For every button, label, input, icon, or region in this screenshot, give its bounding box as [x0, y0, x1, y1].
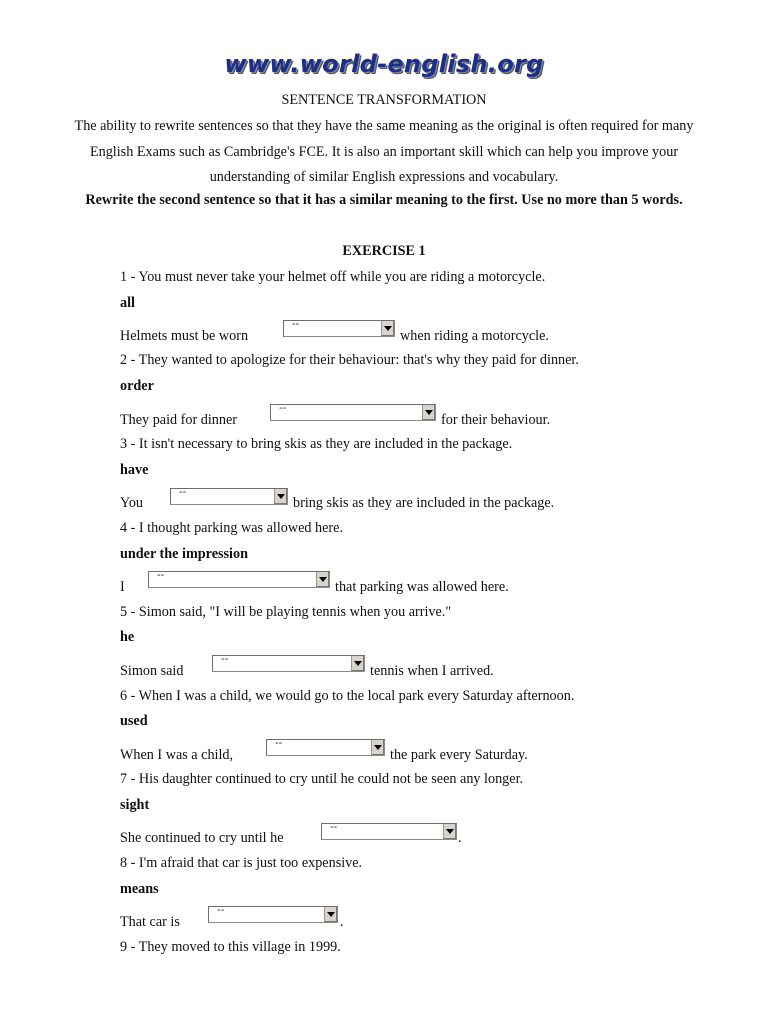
answer-lead-text: Simon said: [120, 663, 184, 679]
question-prompt: 5 - Simon said, "I will be playing tennis when you arrive.": [120, 604, 452, 620]
answer-tail-text: for their behaviour.: [441, 412, 551, 428]
chevron-down-icon[interactable]: [371, 740, 384, 755]
site-logo: www.world-english.org: [224, 50, 544, 78]
answer-lead-text: I: [120, 579, 125, 595]
dropdown-value: --: [221, 653, 229, 665]
question-prompt: 9 - They moved to this village in 1999.: [120, 939, 341, 955]
question-prompt: 1 - You must never take your helmet off while you are riding a motorcycle.: [120, 269, 546, 285]
question-keyword: have: [120, 462, 149, 478]
answer-tail-text: .: [458, 830, 462, 846]
chevron-down-icon[interactable]: [443, 824, 456, 839]
answer-lead-text: That car is: [120, 914, 180, 930]
question-keyword: all: [120, 295, 135, 311]
question-prompt: 7 - His daughter continued to cry until he could not be seen any longer.: [120, 771, 524, 787]
answer-lead-text: She continued to cry until he: [120, 830, 284, 846]
chevron-down-icon[interactable]: [274, 489, 287, 504]
answer-tail-text: when riding a motorcycle.: [400, 328, 549, 344]
chevron-down-icon[interactable]: [422, 405, 435, 420]
answer-dropdown[interactable]: [266, 739, 385, 756]
answer-dropdown[interactable]: [148, 571, 330, 588]
answer-tail-text: bring skis as they are included in the package.: [293, 495, 555, 511]
dropdown-value: --: [217, 904, 225, 916]
question-keyword: under the impression: [120, 546, 248, 562]
dropdown-value: --: [275, 737, 283, 749]
dropdown-value: --: [292, 318, 300, 330]
question-prompt: 4 - I thought parking was allowed here.: [120, 520, 343, 536]
question-prompt: 6 - When I was a child, we would go to the local park every Saturday afternoon.: [120, 688, 575, 704]
page-title: SENTENCE TRANSFORMATION: [281, 92, 487, 108]
answer-lead-text: They paid for dinner: [120, 412, 238, 428]
question-keyword: sight: [120, 797, 150, 813]
dropdown-value: --: [157, 569, 165, 581]
answer-dropdown[interactable]: [208, 906, 338, 923]
exercise-title: EXERCISE 1: [342, 243, 426, 259]
intro-paragraph: The ability to rewrite sentences so that they have the same meaning as the original is often required for many English Exams such as Cambridge's FCE. It is also an important skill which can help you improve your understanding of similar English expressions and vocabulary.: [74, 118, 694, 185]
instruction-text: Rewrite the second sentence so that it has a similar meaning to the first. Use no more than 5 words.: [85, 192, 683, 208]
dropdown-value: --: [179, 486, 187, 498]
answer-tail-text: tennis when I arrived.: [370, 663, 494, 679]
question-keyword: used: [120, 713, 148, 729]
chevron-down-icon[interactable]: [381, 321, 394, 336]
question-keyword: order: [120, 378, 154, 394]
answer-dropdown[interactable]: [321, 823, 457, 840]
dropdown-value: --: [279, 402, 287, 414]
answer-dropdown[interactable]: [170, 488, 288, 505]
question-prompt: 3 - It isn't necessary to bring skis as they are included in the package.: [120, 436, 513, 452]
answer-dropdown[interactable]: [212, 655, 365, 672]
chevron-down-icon[interactable]: [324, 907, 337, 922]
question-prompt: 8 - I'm afraid that car is just too expensive.: [120, 855, 363, 871]
answer-lead-text: When I was a child,: [120, 747, 234, 763]
answer-dropdown[interactable]: [283, 320, 395, 337]
answer-tail-text: that parking was allowed here.: [335, 579, 509, 595]
answer-lead-text: You: [120, 495, 144, 511]
answer-lead-text: Helmets must be worn: [120, 328, 249, 344]
answer-tail-text: .: [340, 914, 344, 930]
answer-tail-text: the park every Saturday.: [390, 747, 528, 763]
question-keyword: means: [120, 881, 159, 897]
chevron-down-icon[interactable]: [351, 656, 364, 671]
question-prompt: 2 - They wanted to apologize for their behaviour: that's why they paid for dinner.: [120, 352, 579, 368]
chevron-down-icon[interactable]: [316, 572, 329, 587]
question-keyword: he: [120, 629, 135, 645]
dropdown-value: --: [330, 821, 338, 833]
answer-dropdown[interactable]: [270, 404, 436, 421]
